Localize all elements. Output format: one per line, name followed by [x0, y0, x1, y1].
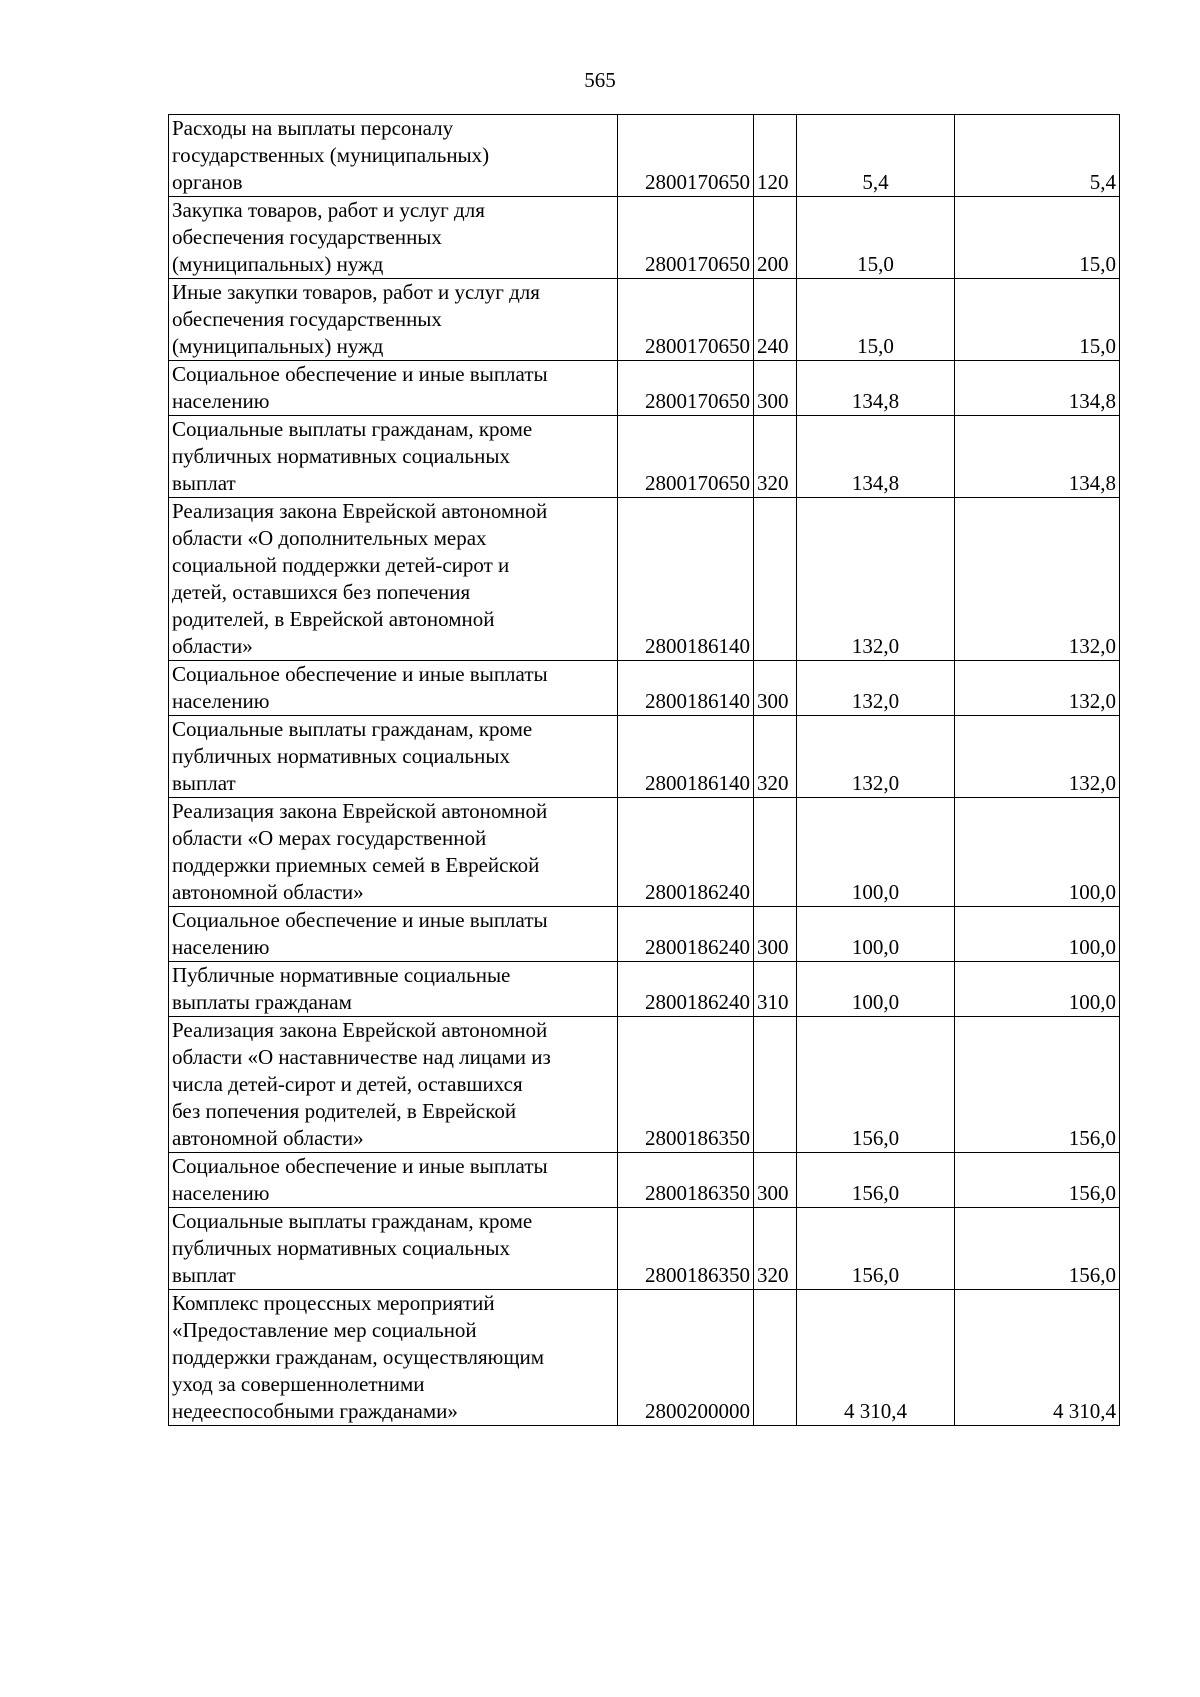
expense-name-line: (муниципальных) нужд [172, 334, 384, 358]
target-article-code-cell: 2800170650 [618, 361, 754, 416]
expense-name-cell [169, 962, 618, 1017]
amount-first-year-cell: 100,0 [797, 907, 955, 962]
expense-name-line: обеспечения государственных [172, 307, 442, 331]
expense-name-cell [169, 416, 618, 498]
expense-name-line: Реализация закона Еврейской автономной [172, 499, 548, 523]
expense-name-line: Комплекс процессных мероприятий [172, 1291, 495, 1315]
expense-name-line: Социальное обеспечение и иные выплаты [172, 362, 548, 386]
amount-second-year-cell: 100,0 [955, 907, 1120, 962]
target-article-code-cell: 2800170650 [618, 416, 754, 498]
expense-name-cell [169, 798, 618, 907]
expense-name-line: автономной области» [172, 1126, 364, 1150]
target-article-code-cell: 2800186240 [618, 798, 754, 907]
expense-type-code-cell: 300 [754, 661, 797, 716]
expense-name-cell [169, 661, 618, 716]
expense-name-cell [169, 361, 618, 416]
expense-name-line: выплат [172, 771, 236, 795]
expense-name-line: родителей, в Еврейской автономной [172, 607, 495, 631]
expense-name-line: Реализация закона Еврейской автономной [172, 1018, 548, 1042]
expense-name-cell [169, 1290, 618, 1426]
table-row [169, 1208, 1120, 1290]
table-row [169, 907, 1120, 962]
amount-first-year-cell: 132,0 [797, 498, 955, 661]
expense-name-line: публичных нормативных социальных [172, 744, 510, 768]
expense-type-code-cell: 320 [754, 416, 797, 498]
amount-first-year-cell: 15,0 [797, 197, 955, 279]
amount-second-year-cell: 5,4 [955, 115, 1120, 197]
table-row [169, 197, 1120, 279]
expense-name-line: выплат [172, 1263, 236, 1287]
amount-first-year-cell: 100,0 [797, 962, 955, 1017]
expense-name-line: Социальное обеспечение и иные выплаты [172, 1154, 548, 1178]
expense-name-cell [169, 907, 618, 962]
target-article-code-cell: 2800186140 [618, 498, 754, 661]
expense-name-line: Иные закупки товаров, работ и услуг для [172, 280, 540, 304]
target-article-code-cell: 2800186350 [618, 1153, 754, 1208]
expense-name-cell [169, 279, 618, 361]
expense-name-cell [169, 115, 618, 197]
expense-type-code-cell: 120 [754, 115, 797, 197]
amount-second-year-cell: 132,0 [955, 661, 1120, 716]
expense-name-line: числа детей-сирот и детей, оставшихся [172, 1072, 523, 1096]
expense-name-line: уход за совершеннолетними [172, 1372, 425, 1396]
target-article-code-cell: 2800186140 [618, 716, 754, 798]
expense-type-code-cell [754, 1017, 797, 1153]
expense-name-line: населению [172, 689, 270, 713]
expense-type-code-cell: 300 [754, 907, 797, 962]
table-row [169, 661, 1120, 716]
expense-name-line: области «О дополнительных мерах [172, 526, 487, 550]
expense-name-line: обеспечения государственных [172, 225, 442, 249]
amount-second-year-cell: 4 310,4 [955, 1290, 1120, 1426]
table-row [169, 498, 1120, 661]
expense-type-code-cell: 320 [754, 1208, 797, 1290]
target-article-code-cell: 2800186240 [618, 907, 754, 962]
target-article-code-cell: 2800200000 [618, 1290, 754, 1426]
expense-type-code-cell [754, 498, 797, 661]
table-body [169, 115, 1120, 1426]
table-row [169, 416, 1120, 498]
target-article-code-cell: 2800170650 [618, 197, 754, 279]
target-article-code-cell: 2800170650 [618, 115, 754, 197]
expense-name-line: Закупка товаров, работ и услуг для [172, 198, 485, 222]
expense-name-line: Социальные выплаты гражданам, кроме [172, 417, 533, 441]
table-row [169, 279, 1120, 361]
expense-type-code-cell: 300 [754, 1153, 797, 1208]
expense-type-code-cell: 200 [754, 197, 797, 279]
expense-name-cell [169, 197, 618, 279]
table-row [169, 115, 1120, 197]
expense-name-cell [169, 716, 618, 798]
expense-name-line: публичных нормативных социальных [172, 1236, 510, 1260]
table-row [169, 1017, 1120, 1153]
expense-name-line: населению [172, 1181, 270, 1205]
expense-name-line: публичных нормативных социальных [172, 444, 510, 468]
expense-name-line: области «О мерах государственной [172, 826, 487, 850]
amount-first-year-cell: 132,0 [797, 661, 955, 716]
expense-name-cell [169, 1017, 618, 1153]
expense-name-line: автономной области» [172, 880, 364, 904]
amount-second-year-cell: 15,0 [955, 279, 1120, 361]
amount-first-year-cell: 5,4 [797, 115, 955, 197]
expense-type-code-cell [754, 798, 797, 907]
expense-type-code-cell [754, 1290, 797, 1426]
amount-first-year-cell: 156,0 [797, 1017, 955, 1153]
expense-name-line: органов [172, 170, 243, 194]
target-article-code-cell: 2800186240 [618, 962, 754, 1017]
expense-name-line: выплат [172, 471, 236, 495]
budget-table [168, 114, 1120, 1426]
expense-name-line: населению [172, 935, 270, 959]
expense-name-line: Социальное обеспечение и иные выплаты [172, 662, 548, 686]
expense-name-line: Социальные выплаты гражданам, кроме [172, 717, 533, 741]
amount-second-year-cell: 100,0 [955, 798, 1120, 907]
expense-name-line: государственных (муниципальных) [172, 143, 490, 167]
table-row [169, 361, 1120, 416]
expense-name-line: «Предоставление мер социальной [172, 1318, 477, 1342]
expense-name-line: Расходы на выплаты персоналу [172, 116, 454, 140]
expense-name-line: поддержки приемных семей в Еврейской [172, 853, 540, 877]
target-article-code-cell: 2800186140 [618, 661, 754, 716]
expense-name-line: (муниципальных) нужд [172, 252, 384, 276]
expense-name-line: области «О наставничестве над лицами из [172, 1045, 551, 1069]
amount-first-year-cell: 132,0 [797, 716, 955, 798]
amount-second-year-cell: 132,0 [955, 498, 1120, 661]
expense-name-line: выплаты гражданам [172, 990, 352, 1014]
expense-name-cell [169, 1153, 618, 1208]
expense-type-code-cell: 320 [754, 716, 797, 798]
expense-name-cell [169, 1208, 618, 1290]
table-row [169, 798, 1120, 907]
table-row [169, 1290, 1120, 1426]
target-article-code-cell: 2800170650 [618, 279, 754, 361]
amount-first-year-cell: 134,8 [797, 416, 955, 498]
expense-name-line: Реализация закона Еврейской автономной [172, 799, 548, 823]
expense-name-line: области» [172, 634, 253, 658]
expense-type-code-cell: 240 [754, 279, 797, 361]
table-row [169, 716, 1120, 798]
amount-first-year-cell: 134,8 [797, 361, 955, 416]
amount-second-year-cell: 156,0 [955, 1208, 1120, 1290]
amount-first-year-cell: 4 310,4 [797, 1290, 955, 1426]
amount-first-year-cell: 156,0 [797, 1208, 955, 1290]
target-article-code-cell: 2800186350 [618, 1017, 754, 1153]
expense-type-code-cell: 310 [754, 962, 797, 1017]
amount-second-year-cell: 100,0 [955, 962, 1120, 1017]
amount-first-year-cell: 156,0 [797, 1153, 955, 1208]
amount-second-year-cell: 132,0 [955, 716, 1120, 798]
expense-type-code-cell: 300 [754, 361, 797, 416]
expense-name-cell [169, 498, 618, 661]
amount-second-year-cell: 156,0 [955, 1153, 1120, 1208]
expense-name-line: поддержки гражданам, осуществляющим [172, 1345, 545, 1369]
amount-second-year-cell: 134,8 [955, 416, 1120, 498]
table-row [169, 1153, 1120, 1208]
expense-name-line: недееспособными гражданами» [172, 1399, 458, 1423]
table-row [169, 962, 1120, 1017]
target-article-code-cell: 2800186350 [618, 1208, 754, 1290]
amount-first-year-cell: 15,0 [797, 279, 955, 361]
amount-second-year-cell: 134,8 [955, 361, 1120, 416]
amount-second-year-cell: 156,0 [955, 1017, 1120, 1153]
expense-name-line: детей, оставшихся без попечения [172, 580, 471, 604]
amount-first-year-cell: 100,0 [797, 798, 955, 907]
amount-second-year-cell: 15,0 [955, 197, 1120, 279]
expense-name-line: социальной поддержки детей-сирот и [172, 553, 510, 577]
expense-name-line: Социальное обеспечение и иные выплаты [172, 908, 548, 932]
expense-name-line: Публичные нормативные социальные [172, 963, 511, 987]
expense-name-line: без попечения родителей, в Еврейской [172, 1099, 517, 1123]
expense-name-line: Социальные выплаты гражданам, кроме [172, 1209, 533, 1233]
expense-name-line: населению [172, 389, 270, 413]
page-number: 565 [584, 68, 616, 92]
